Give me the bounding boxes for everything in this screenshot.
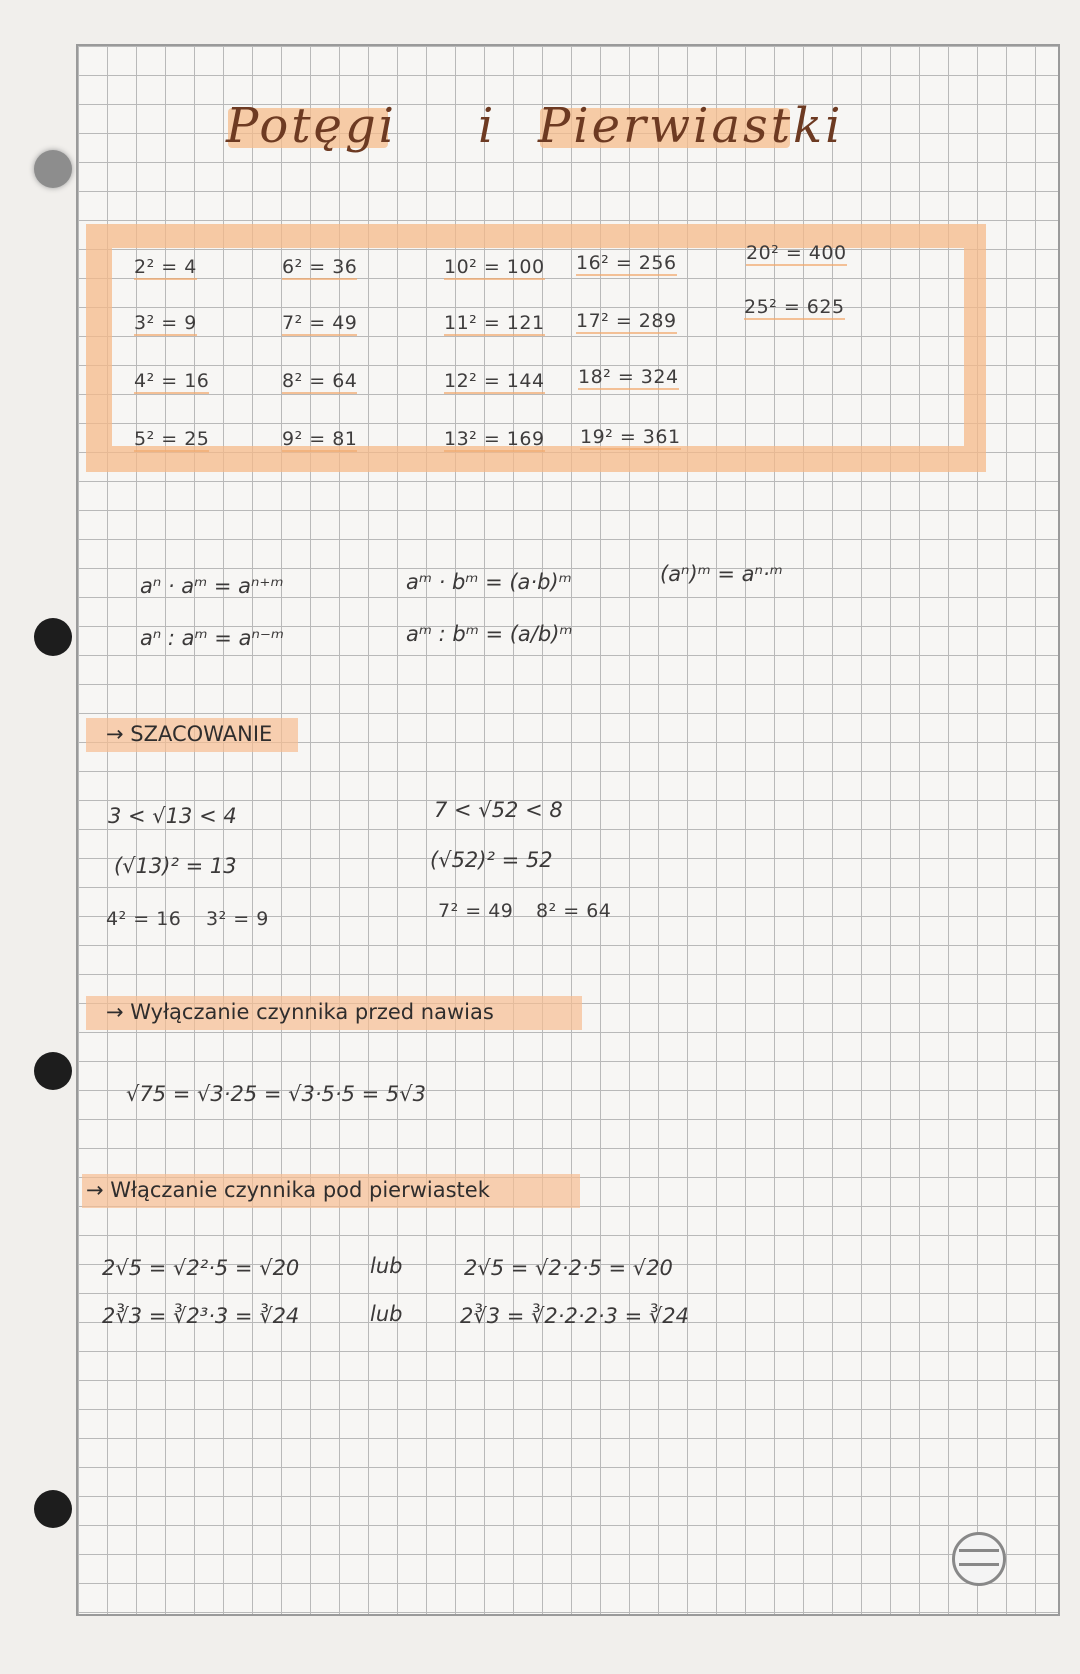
estimation-left-check-a: 4² = 16 (106, 908, 182, 930)
estimation-right-square: (√52)² = 52 (430, 848, 553, 872)
factor-in-cube-left: 2∛3 = ∛2³·3 = ∛24 (102, 1304, 300, 1328)
square-entry: 9² = 81 (282, 428, 358, 450)
binder-hole (34, 618, 72, 656)
grid-paper-sheet (76, 44, 1060, 1616)
section-heading-factor-out: → Wyłączanie czynnika przed nawias (106, 1000, 494, 1024)
square-entry: 7² = 49 (282, 312, 358, 334)
page-title-conj: i (478, 98, 497, 154)
estimation-right-inequality: 7 < √52 < 8 (434, 798, 563, 822)
power-rule-power-of-power: (aⁿ)ᵐ = aⁿ·ᵐ (660, 562, 783, 586)
estimation-left-square: (√13)² = 13 (114, 854, 237, 878)
factor-in-example-right: 2√5 = √2·2·5 = √20 (464, 1256, 673, 1280)
square-entry: 25² = 625 (744, 296, 845, 318)
square-entry: 13² = 169 (444, 428, 545, 450)
estimation-left-inequality: 3 < √13 < 4 (108, 804, 237, 828)
power-rule-product: aⁿ · aᵐ = aⁿ⁺ᵐ (140, 574, 284, 598)
square-entry: 10² = 100 (444, 256, 545, 278)
square-entry: 16² = 256 (576, 252, 677, 274)
factor-in-example-left: 2√5 = √2²·5 = √20 (102, 1256, 300, 1280)
power-rule-same-exponent-quotient: aᵐ : bᵐ = (a/b)ᵐ (406, 622, 573, 646)
square-entry: 19² = 361 (580, 426, 681, 448)
factor-in-or: lub (370, 1302, 403, 1326)
power-rule-quotient: aⁿ : aᵐ = aⁿ⁻ᵐ (140, 626, 284, 650)
factor-in-cube-right: 2∛3 = ∛2·2·2·3 = ∛24 (460, 1304, 689, 1328)
square-entry: 18² = 324 (578, 366, 679, 388)
globe-logo-icon (952, 1532, 1006, 1586)
estimation-left-check-b: 3² = 9 (206, 908, 269, 930)
binder-hole (34, 1490, 72, 1528)
square-entry: 3² = 9 (134, 312, 197, 334)
square-entry: 4² = 16 (134, 370, 210, 392)
estimation-right-check-b: 8² = 64 (536, 900, 612, 922)
square-entry: 17² = 289 (576, 310, 677, 332)
estimation-right-check-a: 7² = 49 (438, 900, 514, 922)
page-title-left: Potęgi (226, 98, 398, 154)
square-entry: 8² = 64 (282, 370, 358, 392)
factor-out-example: √75 = √3·25 = √3·5·5 = 5√3 (126, 1082, 426, 1106)
square-entry: 12² = 144 (444, 370, 545, 392)
section-heading-estimation: → SZACOWANIE (106, 722, 273, 746)
square-entry: 6² = 36 (282, 256, 358, 278)
binder-hole (34, 150, 72, 188)
power-rule-same-exponent-product: aᵐ · bᵐ = (a·b)ᵐ (406, 570, 572, 594)
binder-hole (34, 1052, 72, 1090)
square-entry: 20² = 400 (746, 242, 847, 264)
square-entry: 2² = 4 (134, 256, 197, 278)
square-entry: 11² = 121 (444, 312, 545, 334)
square-entry: 5² = 25 (134, 428, 210, 450)
page-title-right: Pierwiastki (538, 98, 844, 154)
factor-in-or: lub (370, 1254, 403, 1278)
section-heading-factor-in: → Włączanie czynnika pod pierwiastek (86, 1178, 490, 1202)
